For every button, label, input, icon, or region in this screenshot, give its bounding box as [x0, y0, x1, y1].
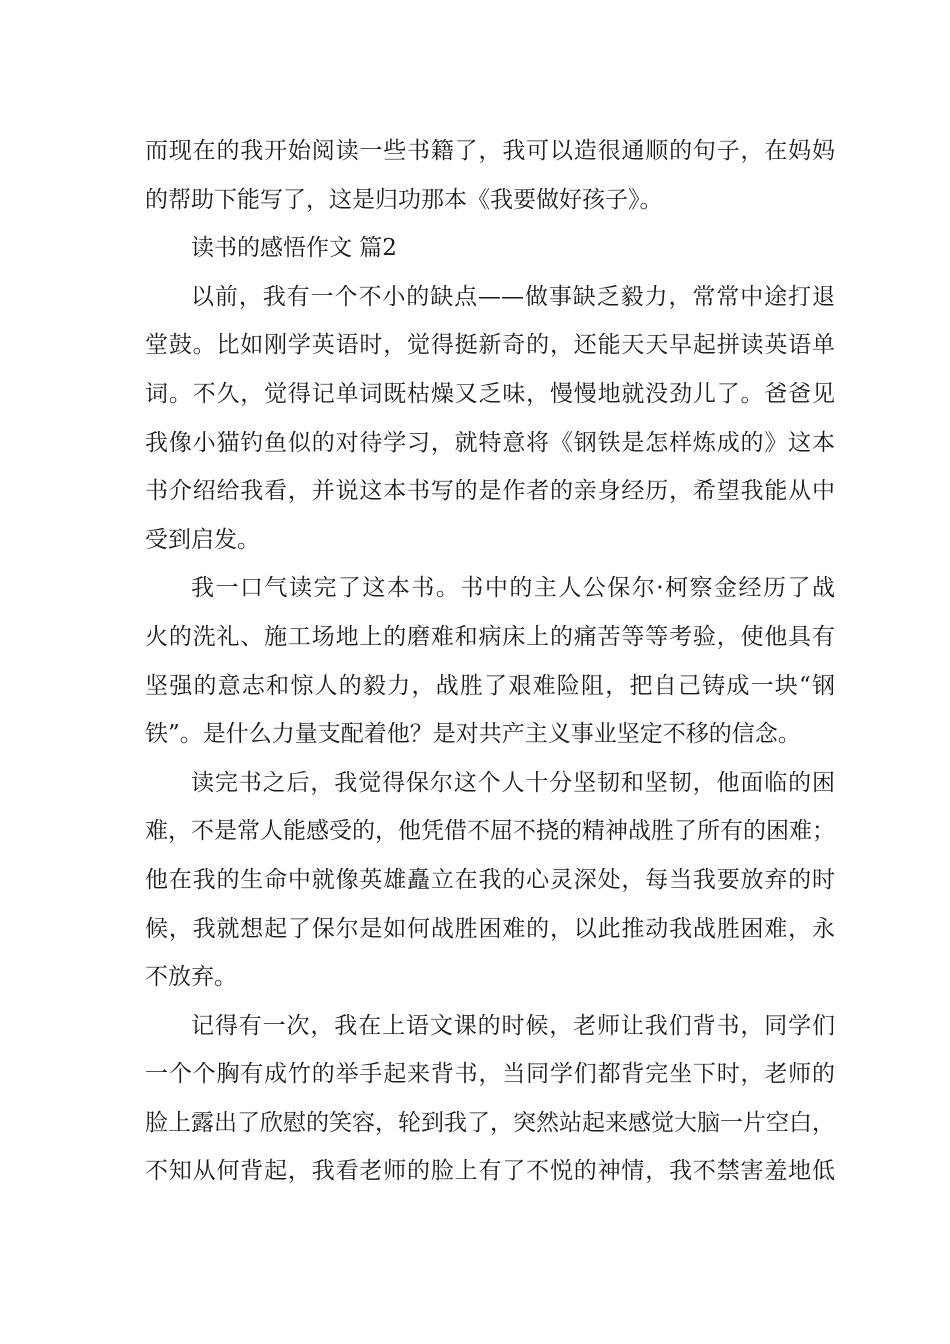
text-line: 不放弃。: [145, 964, 237, 991]
text-line: 一个个胸有成竹的举手起来背书，当同学们都背完坐下时，老师的: [145, 1061, 835, 1088]
text-line: 记得有一次，我在上语文课的时候，老师让我们背书，同学们: [191, 1012, 835, 1039]
text-line: 候，我就想起了保尔是如何战胜困难的，以此推动我战胜困难，永: [145, 915, 835, 942]
text-line: 难，不是常人能感受的，他凭借不屈不挠的精神战胜了所有的困难；: [145, 818, 835, 845]
document-body: [145, 127, 835, 1196]
text-line: 脸上露出了欣慰的笑容，轮到我了，突然站起来感觉大脑一片空白，: [145, 1109, 835, 1136]
text-line: 我一口气读完了这本书。书中的主人公保尔·柯察金经历了战: [191, 575, 835, 602]
text-line: 火的洗礼、施工场地上的磨难和病床上的痛苦等等考验，使他具有: [145, 623, 835, 650]
text-line: 受到启发。: [145, 526, 260, 553]
text-line: 词。不久，觉得记单词既枯燥又乏味，慢慢地就没劲儿了。爸爸见: [145, 380, 835, 407]
text-line: 坚强的意志和惊人的毅力，战胜了艰难险阻，把自己铸成一块“钢: [145, 672, 835, 699]
text-line: 书介绍给我看，并说这本书写的是作者的亲身经历，希望我能从中: [145, 478, 835, 505]
text-line: 铁”。是什么力量支配着他？是对共产主义事业坚定不移的信念。: [145, 721, 801, 748]
section-heading: 读书的感悟作文 篇2: [191, 235, 397, 262]
text-line: 堂鼓。比如刚学英语时，觉得挺新奇的，还能天天早起拼读英语单: [145, 332, 835, 359]
text-line: 读完书之后，我觉得保尔这个人十分坚韧和坚韧，他面临的困: [191, 769, 835, 796]
text-line: 我像小猫钓鱼似的对待学习，就特意将《钢铁是怎样炼成的》这本: [145, 429, 835, 456]
text-line: 而现在的我开始阅读一些书籍了，我可以造很通顺的句子，在妈妈: [145, 138, 835, 164]
text-line: 以前，我有一个不小的缺点——做事缺乏毅力，常常中途打退: [191, 283, 835, 310]
text-line: 的帮助下能写了，这是归功那本《我要做好孩子》。: [145, 186, 663, 213]
text-line: 他在我的生命中就像英雄矗立在我的心灵深处，每当我要放弃的时: [145, 866, 835, 893]
text-line: 不知从何背起，我看老师的脸上有了不悦的神情，我不禁害羞地低: [145, 1158, 835, 1185]
